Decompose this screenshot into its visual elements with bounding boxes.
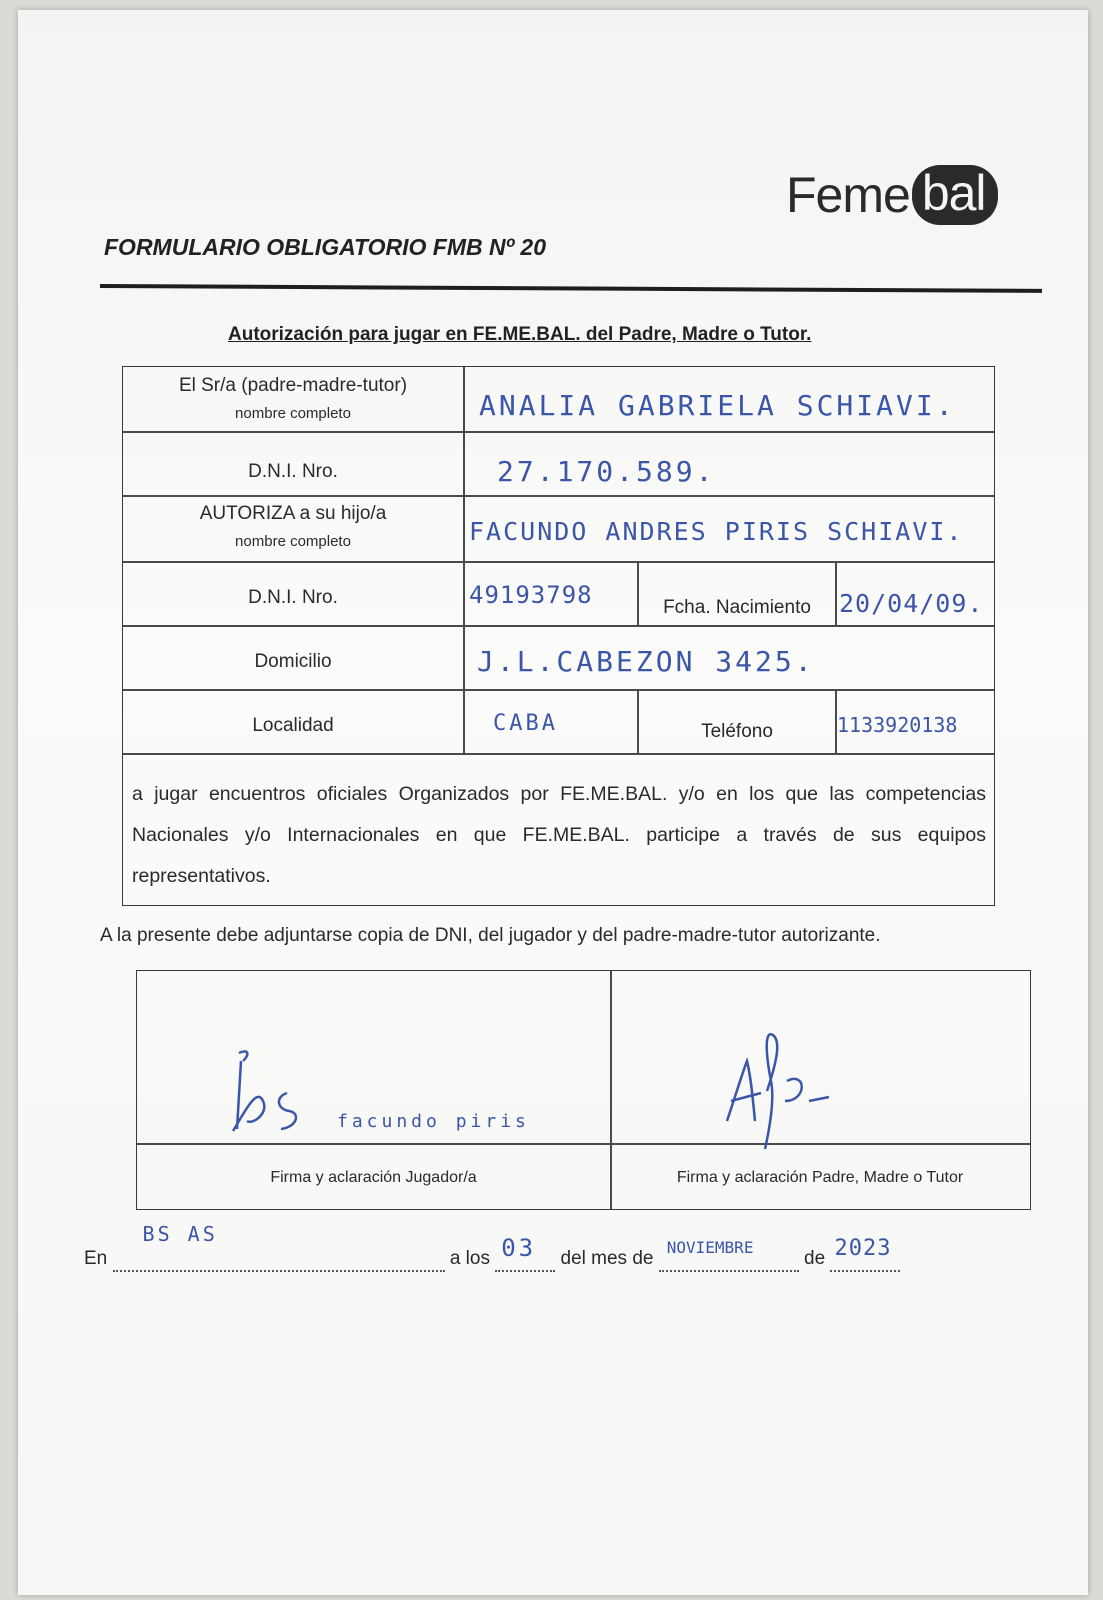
row-divider bbox=[123, 689, 994, 691]
birth-date-label: Fcha. Nacimiento bbox=[663, 597, 811, 618]
child-name-value[interactable]: FACUNDO ANDRES PIRIS SCHIAVI. bbox=[469, 517, 964, 546]
child-dni-label: D.N.I. Nro. bbox=[248, 587, 338, 608]
signature-box bbox=[136, 970, 1031, 1210]
player-signature bbox=[217, 1041, 357, 1141]
column-divider bbox=[463, 367, 465, 753]
de-label: de bbox=[804, 1248, 826, 1269]
child-label-cell bbox=[123, 503, 463, 550]
form-sheet bbox=[18, 10, 1088, 1595]
row-divider bbox=[123, 561, 994, 563]
row-divider bbox=[123, 495, 994, 497]
mes-label: del mes de bbox=[560, 1248, 654, 1269]
phone-label: Teléfono bbox=[701, 721, 773, 742]
en-label: En bbox=[84, 1248, 108, 1269]
address-value[interactable]: J.L.CABEZON 3425. bbox=[477, 645, 815, 678]
parent-name-hint: nombre completo bbox=[235, 405, 351, 422]
parent-label: El Sr/a (padre-madre-tutor) bbox=[178, 375, 408, 396]
player-clarification: facundo piris bbox=[337, 1111, 530, 1132]
header-rule bbox=[100, 284, 1042, 293]
day-field[interactable] bbox=[495, 1234, 555, 1272]
month-value: NOVIEMBRE bbox=[666, 1238, 754, 1257]
parent-dni-label: D.N.I. Nro. bbox=[248, 461, 338, 482]
femebal-logo: Feme bal bbox=[786, 160, 998, 230]
date-line bbox=[84, 1222, 900, 1272]
locality-label: Localidad bbox=[252, 715, 334, 736]
place-value: BS AS bbox=[142, 1222, 218, 1246]
parent-name-value[interactable]: ANALIA GABRIELA SCHIAVI. bbox=[479, 389, 956, 422]
row-divider bbox=[123, 431, 994, 433]
locality-value[interactable]: CABA bbox=[493, 711, 558, 736]
form-subtitle: Autorización para jugar en FE.ME.BAL. del Padre, Madre o Tutor. bbox=[228, 324, 812, 345]
year-field[interactable] bbox=[830, 1236, 900, 1272]
row-divider bbox=[123, 753, 994, 755]
form-code: FORMULARIO OBLIGATORIO FMB Nº 20 bbox=[104, 234, 546, 260]
day-value: 03 bbox=[501, 1234, 537, 1262]
year-value: 2023 bbox=[834, 1236, 892, 1261]
month-field[interactable] bbox=[659, 1238, 799, 1272]
phone-value[interactable]: 1133920138 bbox=[837, 713, 958, 737]
row-divider bbox=[123, 625, 994, 627]
child-dni-value[interactable]: 49193798 bbox=[469, 581, 593, 609]
parent-label-cell bbox=[123, 375, 463, 422]
a-los-label: a los bbox=[449, 1248, 490, 1269]
authorization-paragraph: a jugar encuentros oficiales Organizados por FE.ME.BAL. y/o en los que las competencias Nacionales y/o Internacionales en que FE.ME.BAL. participe a través de sus equipos representativos. bbox=[132, 783, 986, 887]
parent-signature-label: Firma y aclaración Padre, Madre o Tutor bbox=[676, 1169, 964, 1186]
parent-dni-value[interactable]: 27.170.589. bbox=[497, 455, 716, 488]
place-field[interactable] bbox=[113, 1222, 445, 1272]
player-signature-label: Firma y aclaración Jugador/a bbox=[270, 1169, 477, 1186]
column-divider bbox=[835, 561, 837, 625]
authorizes-label: AUTORIZA a su hijo/a bbox=[199, 503, 387, 524]
birth-date-value[interactable]: 20/04/09. bbox=[839, 589, 984, 618]
parent-signature bbox=[697, 1021, 897, 1151]
address-label: Domicilio bbox=[254, 651, 332, 672]
attachment-note: A la presente debe adjuntarse copia de DNI, del jugador y del padre-madre-tutor autorizante. bbox=[100, 925, 881, 946]
child-name-hint: nombre completo bbox=[235, 533, 351, 550]
